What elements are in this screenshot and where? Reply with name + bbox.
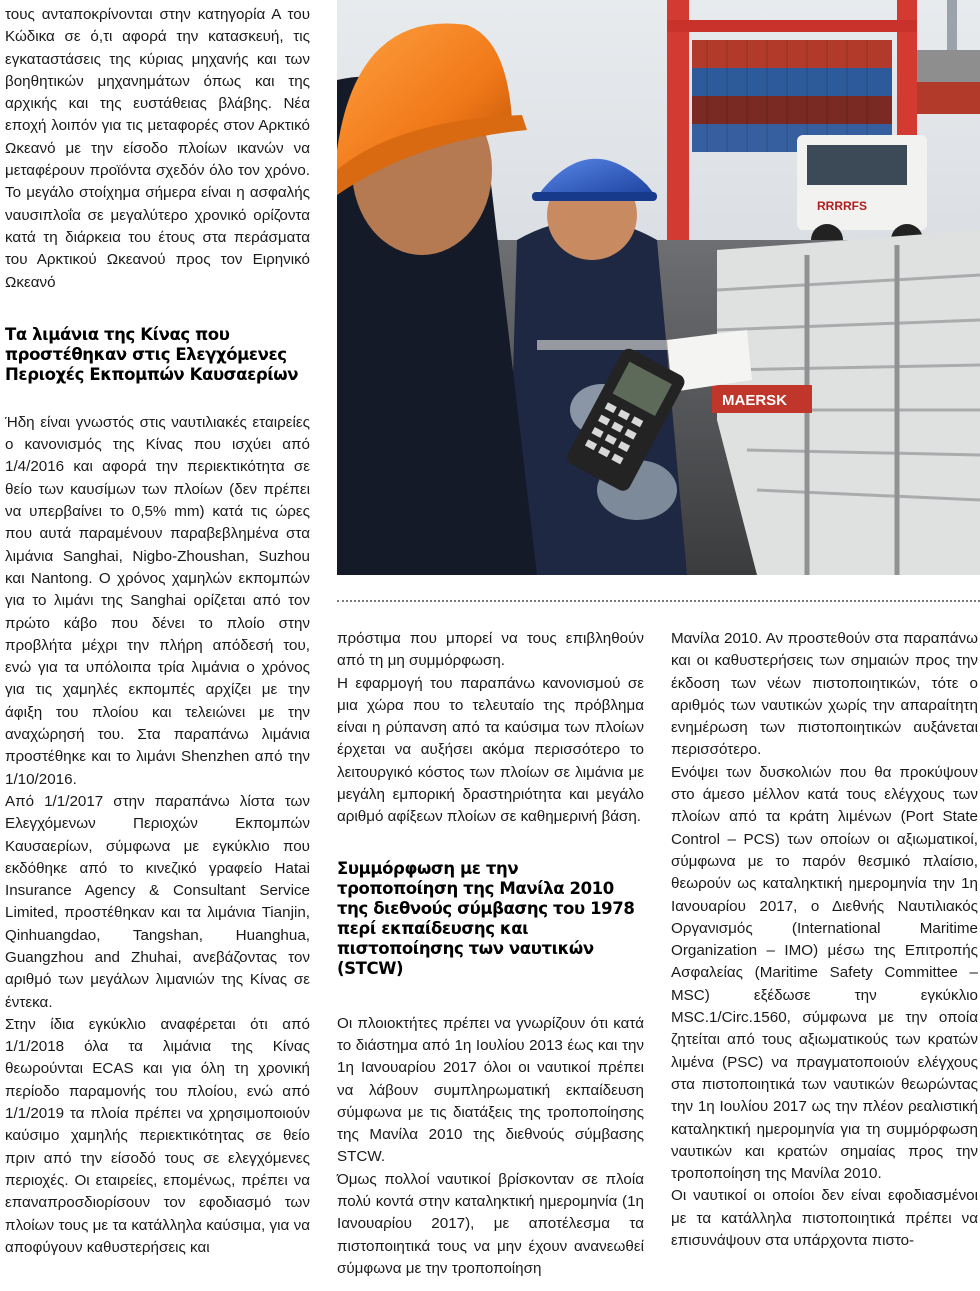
col1-paragraph-4: Στην ίδια εγκύκλιο αναφέρεται ότι από 1/1/2018 όλα τα λιμάνια της Κίνας θεωρούνται ECAS και για όλη τη χρονική περίοδο παραμονής του πλοίου, ενώ από 1/1/2019 τα πλοία πρέπει να χρησιμοποιούν καύσιμο χαμηλής περιεκτικότητας σε θείο πριν από την είσοδό τους σε ελεγχόμενες περιοχές. Οι εταιρείες, επομένως, πρέπει να επαναπροσδιορίσουν τον εφοδιασμό των πλοίων τους με τα κατάλληλα καύσιμα, για να αποφύγουν καθυστερήσεις και: [5, 1015, 310, 1256]
col1-paragraph-3: Από 1/1/2017 στην παραπάνω λίστα των Ελεγχόμενων Περιοχών Εκπομπών Καυσαερίων, σύμφωνα με εγκύκλιο που εκδόθηκε από το κινεζικό γραφείο Hatai Insurance Agency & Consultant Service Limited, προστέθηκαν και τα λιμάνια Tianjin, Qinhuangdao, Tangshan, Huanghua, Guangzhou and Zhuhai, ανεβάζοντας τον αριθμό των μεγάλων λιμανιών της Κίνας σε έντεκα.: [5, 792, 310, 1011]
col2-section-heading: Συμμόρφωση με την τροποποίηση της Μανίλα 2010 της διεθνούς σύμβασης του 1978 περί εκπαίδευσης και πιστοποίησης των ναυτικών (STCW): [337, 858, 635, 978]
col2-paragraph-3: Οι πλοιοκτήτες πρέπει να γνωρίζουν ότι κατά το διάστημα από 1η Ιουλίου 2013 έως και την 1η Ιανουαρίου 2017 όλοι οι ναυτικοί πρέπει να λάβουν συμπληρωματική εκπαίδευση σύμφωνα με τις διατάξεις της τροποποίησης της Μανίλα 2010 της διεθνούς σύμβασης STCW.: [337, 1014, 644, 1166]
truck-logo-text: RRRRFS: [817, 199, 867, 213]
col2-paragraph-4: Όμως πολλοί ναυτικοί βρίσκονταν σε πλοία πολύ κοντά στην καταληκτική ημερομηνία (1η Ιανουαρίου 2017), με αποτέλεσμα τα πιστοποιητικά τους να μην έχουν ανανεωθεί σύμφωνα με την τροποποίηση: [337, 1170, 644, 1277]
container-brand-text: MAERSK: [722, 392, 788, 409]
port-inspection-photo: [337, 0, 980, 575]
col1-paragraph-2: Ήδη είναι γνωστός στις ναυτιλιακές εταιρείες ο κανονισμός της Κίνας που ισχύει από 1/4/2016 και αφορά την περιεκτικότητα σε θείο των καυσίμων των πλοίων (δεν πρέπει να υπερβαίνει το 0,5% mm) κατά τις ώρες που αυτά παραμένουν παραβεβλημένα στα λιμάνια Sanghai, Nigbo-Zhoushan, Suzhou και Nantong. Ο χρόνος χαμηλών εκπομπών για το λιμάνι της Sanghai ορίζεται από τον πρώτο κάβο που δένει το πλοίο στην προβλήτα μέχρι την πλήρη απόδεσή του, ενώ για τα υπόλοιπα τρία λιμάνια ο χρόνος για τις χαμηλές εκπομπές αρχίζει με την άφιξη του πλοίου και τελειώνει με την αναχώρησή του. Στα παραπάνω λιμάνια προστέθηκε και το λιμάνι Shenzhen από την 1/10/2016.: [5, 413, 310, 788]
col1-section-heading: Τα λιμάνια της Κίνας που προστέθηκαν στις Ελεγχόμενες Περιοχές Εκπομπών Καυσαερίων: [5, 324, 299, 384]
col2-paragraph-1: πρόστιμα που μπορεί να τους επιβληθούν από τη μη συμμόρφωση.: [337, 630, 644, 670]
middle-column: [337, 628, 644, 1280]
col3-paragraph-3: Οι ναυτικοί οι οποίοι δεν είναι εφοδιασμένοι με τα κατάλληλα πιστοποιητικά πρέπει να επισυνάψουν στα υπάρχοντα πιστο-: [671, 1187, 978, 1250]
col2-paragraph-2: Η εφαρμογή του παραπάνω κανονισμού σε μια χώρα που το τελευταίο της πρόβλημα είναι η ρύπανση από τα καύσιμα των πλοίων έρχεται να αυξήσει ακόμα περισσότερο το λειτουργικό κόστος των πλοίων σε λιμάνια με μεγάλη εμπορική δραστηριότητα και μεγάλο αριθμό αφίξεων πλοίων σε καθημερινή βάση.: [337, 674, 644, 826]
col1-paragraph-1: τους ανταποκρίνονται στην κατηγορία Α του Κώδικα σε ό,τι αφορά την κατασκευή, τις εγκαταστάσεις της κύριας μηχανής και των βοηθητικών μηχανημάτων όπως και της αρχικής και της ευστάθειας βλάβης. Νέα εποχή λοιπόν για τις μεταφορές στον Αρκτικό Ωκεανό με την είσοδο πλοίων ικανών να μεταφέρουν προϊόντα σχεδόν όλο τον χρόνο. Το μεγάλο στοίχημα σήμερα είναι η ασφαλής ναυσιπλοΐα σε μεγαλύτερο χρονικό ορίζοντα κατά τη διάρκεια του έτους στα περάσματα του Αρκτικού Ωκεανού προς τον Ειρηνικό Ωκεανό: [5, 6, 310, 291]
cargo-bin: [712, 230, 980, 575]
col3-paragraph-2: Ενόψει των δυσκολιών που θα προκύψουν στο άμεσο μέλλον κατά τους ελέγχους των πλοίων από τα κράτη λιμένων (Port State Control – PCS) των οποίων οι αξιωματικοί, σύμφωνα με το παρόν θεσμικό πλαίσιο, θεωρούν ως καταληκτική ημερομηνία την 1η Ιανουαρίου 2017, ο Διεθνής Ναυτιλιακός Οργανισμός (International Maritime Organization – IMO) μέσω της Επιτροπής Ασφαλείας (Maritime Safety Committee – MSC) εξέδωσε την εγκύκλιο MSC.1/Circ.1560, σύμφωνα με την οποία ζητείται από τους αξιωματικούς των κρατών λιμένα (PSC) να πραγματοποιούν ελέγχους στα πιστοποιητικά των ναυτικών θεωρώντας την 1η Ιουλίου 2017 ως την πλέον ρεαλιστική καταληκτική ημερομηνία για τη συμμόρφωση ναυτικών και κρατών σημαίας προς την τροποποίηση της Μανίλα 2010.: [671, 763, 978, 1183]
left-column: [5, 4, 310, 1259]
right-column: [671, 628, 978, 1252]
col3-paragraph-1: Μανίλα 2010. Αν προστεθούν στα παραπάνω και οι καθυστερήσεις των σημαιών προς την έκδοση των νέων πιστοποιητικών, τότε ο αριθμός των ναυτικών χωρίς την απαραίτητη ενημέρωση των πιστοποιητικών αυξάνεται περισσότερο.: [671, 630, 978, 759]
section-divider: [337, 600, 980, 602]
